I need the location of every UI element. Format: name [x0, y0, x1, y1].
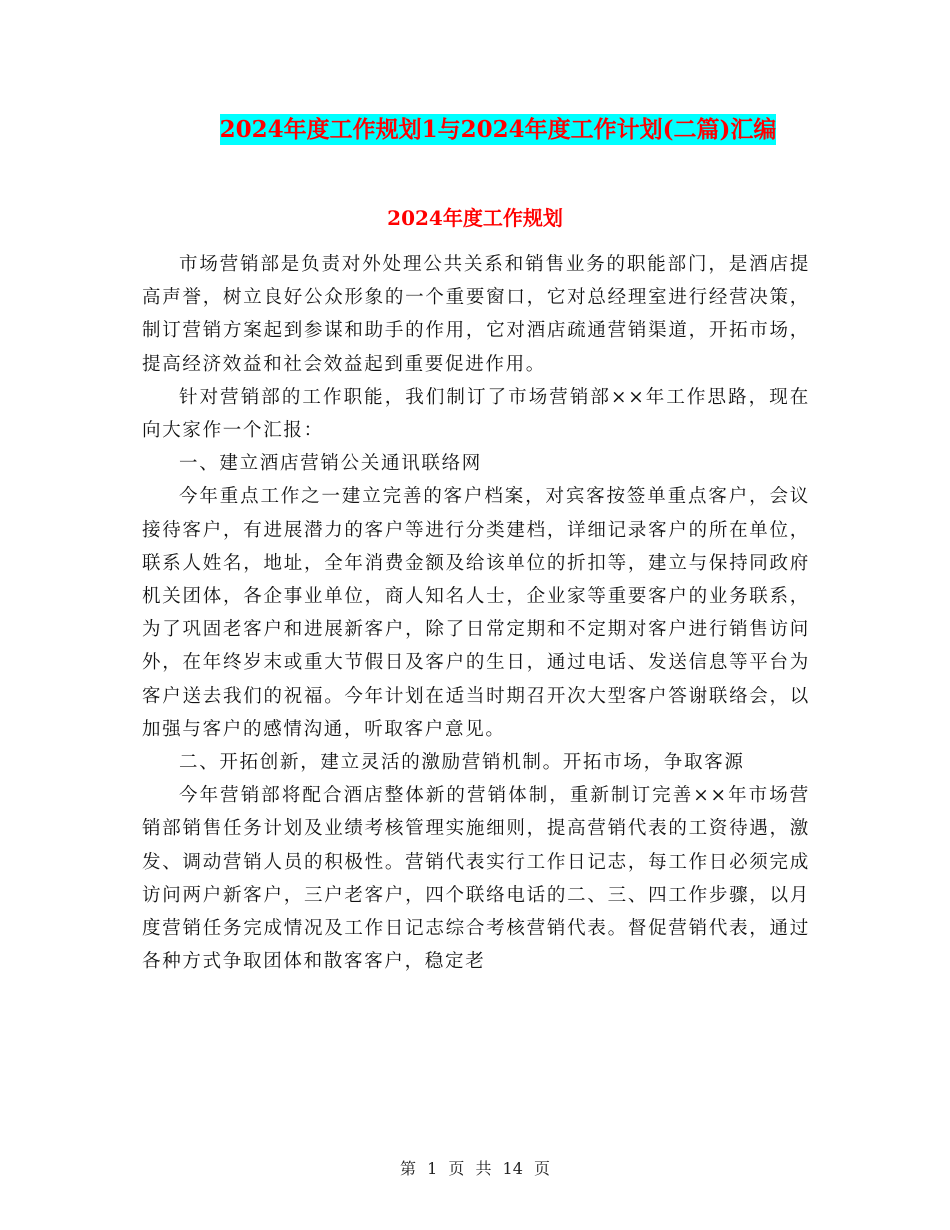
paragraph-heading: 一、建立酒店营销公关通讯联络网 [179, 453, 483, 475]
paragraph-heading: 二、开拓创新，建立灵活的激励营销机制。开拓市场，争取客源 [179, 752, 745, 774]
document-title-text: 2024年度工作规划1与2024年度工作计划(二篇)汇编 [219, 116, 777, 143]
paragraph: 今年营销部将配合酒店整体新的营销体制，重新制订完善××年市场营销部销售任务计划及业绩考核管理实施细则，提高营销代表的工资待遇，激发、调动营销人员的积极性。营销代表实行工作日记志，每工作日必须完成访问两户新客户，三户老客户，四个联络电话的二、三、四工作步骤，以月度营销任务完成情况及工作日记志综合考核营销代表。督促营销代表，通过各种方式争取团体和散客客户，稳定老 [142, 785, 810, 973]
section-title: 2024年度工作规划 [387, 206, 563, 230]
document-body [142, 248, 810, 978]
page-footer: 第 1 页 共 14 页 [400, 1159, 550, 1178]
paragraph: 针对营销部的工作职能，我们制订了市场营销部××年工作思路，现在向大家作一个汇报： [142, 386, 810, 442]
paragraph: 今年重点工作之一建立完善的客户档案，对宾客按签单重点客户，会议接待客户，有进展潜力的客户等进行分类建档，详细记录客户的所在单位，联系人姓名，地址，全年消费金额及给该单位的折扣等，建立与保持同政府机关团体，各企事业单位，商人知名人士，企业家等重要客户的业务联系，为了巩固老客户和进展新客户，除了日常定期和不定期对客户进行销售访问外，在年终岁末或重大节假日及客户的生日，通过电话、发送信息等平台为客户送去我们的祝福。今年计划在适当时期召开次大型客户答谢联络会，以加强与客户的感情沟通，听取客户意见。 [142, 486, 810, 740]
document-title [0, 112, 950, 148]
paragraph: 市场营销部是负责对外处理公共关系和销售业务的职能部门，是酒店提高声誉，树立良好公众形象的一个重要窗口，它对总经理室进行经营决策，制订营销方案起到参谋和助手的作用，它对酒店疏通营销渠道，开拓市场，提高经济效益和社会效益起到重要促进作用。 [142, 254, 810, 375]
